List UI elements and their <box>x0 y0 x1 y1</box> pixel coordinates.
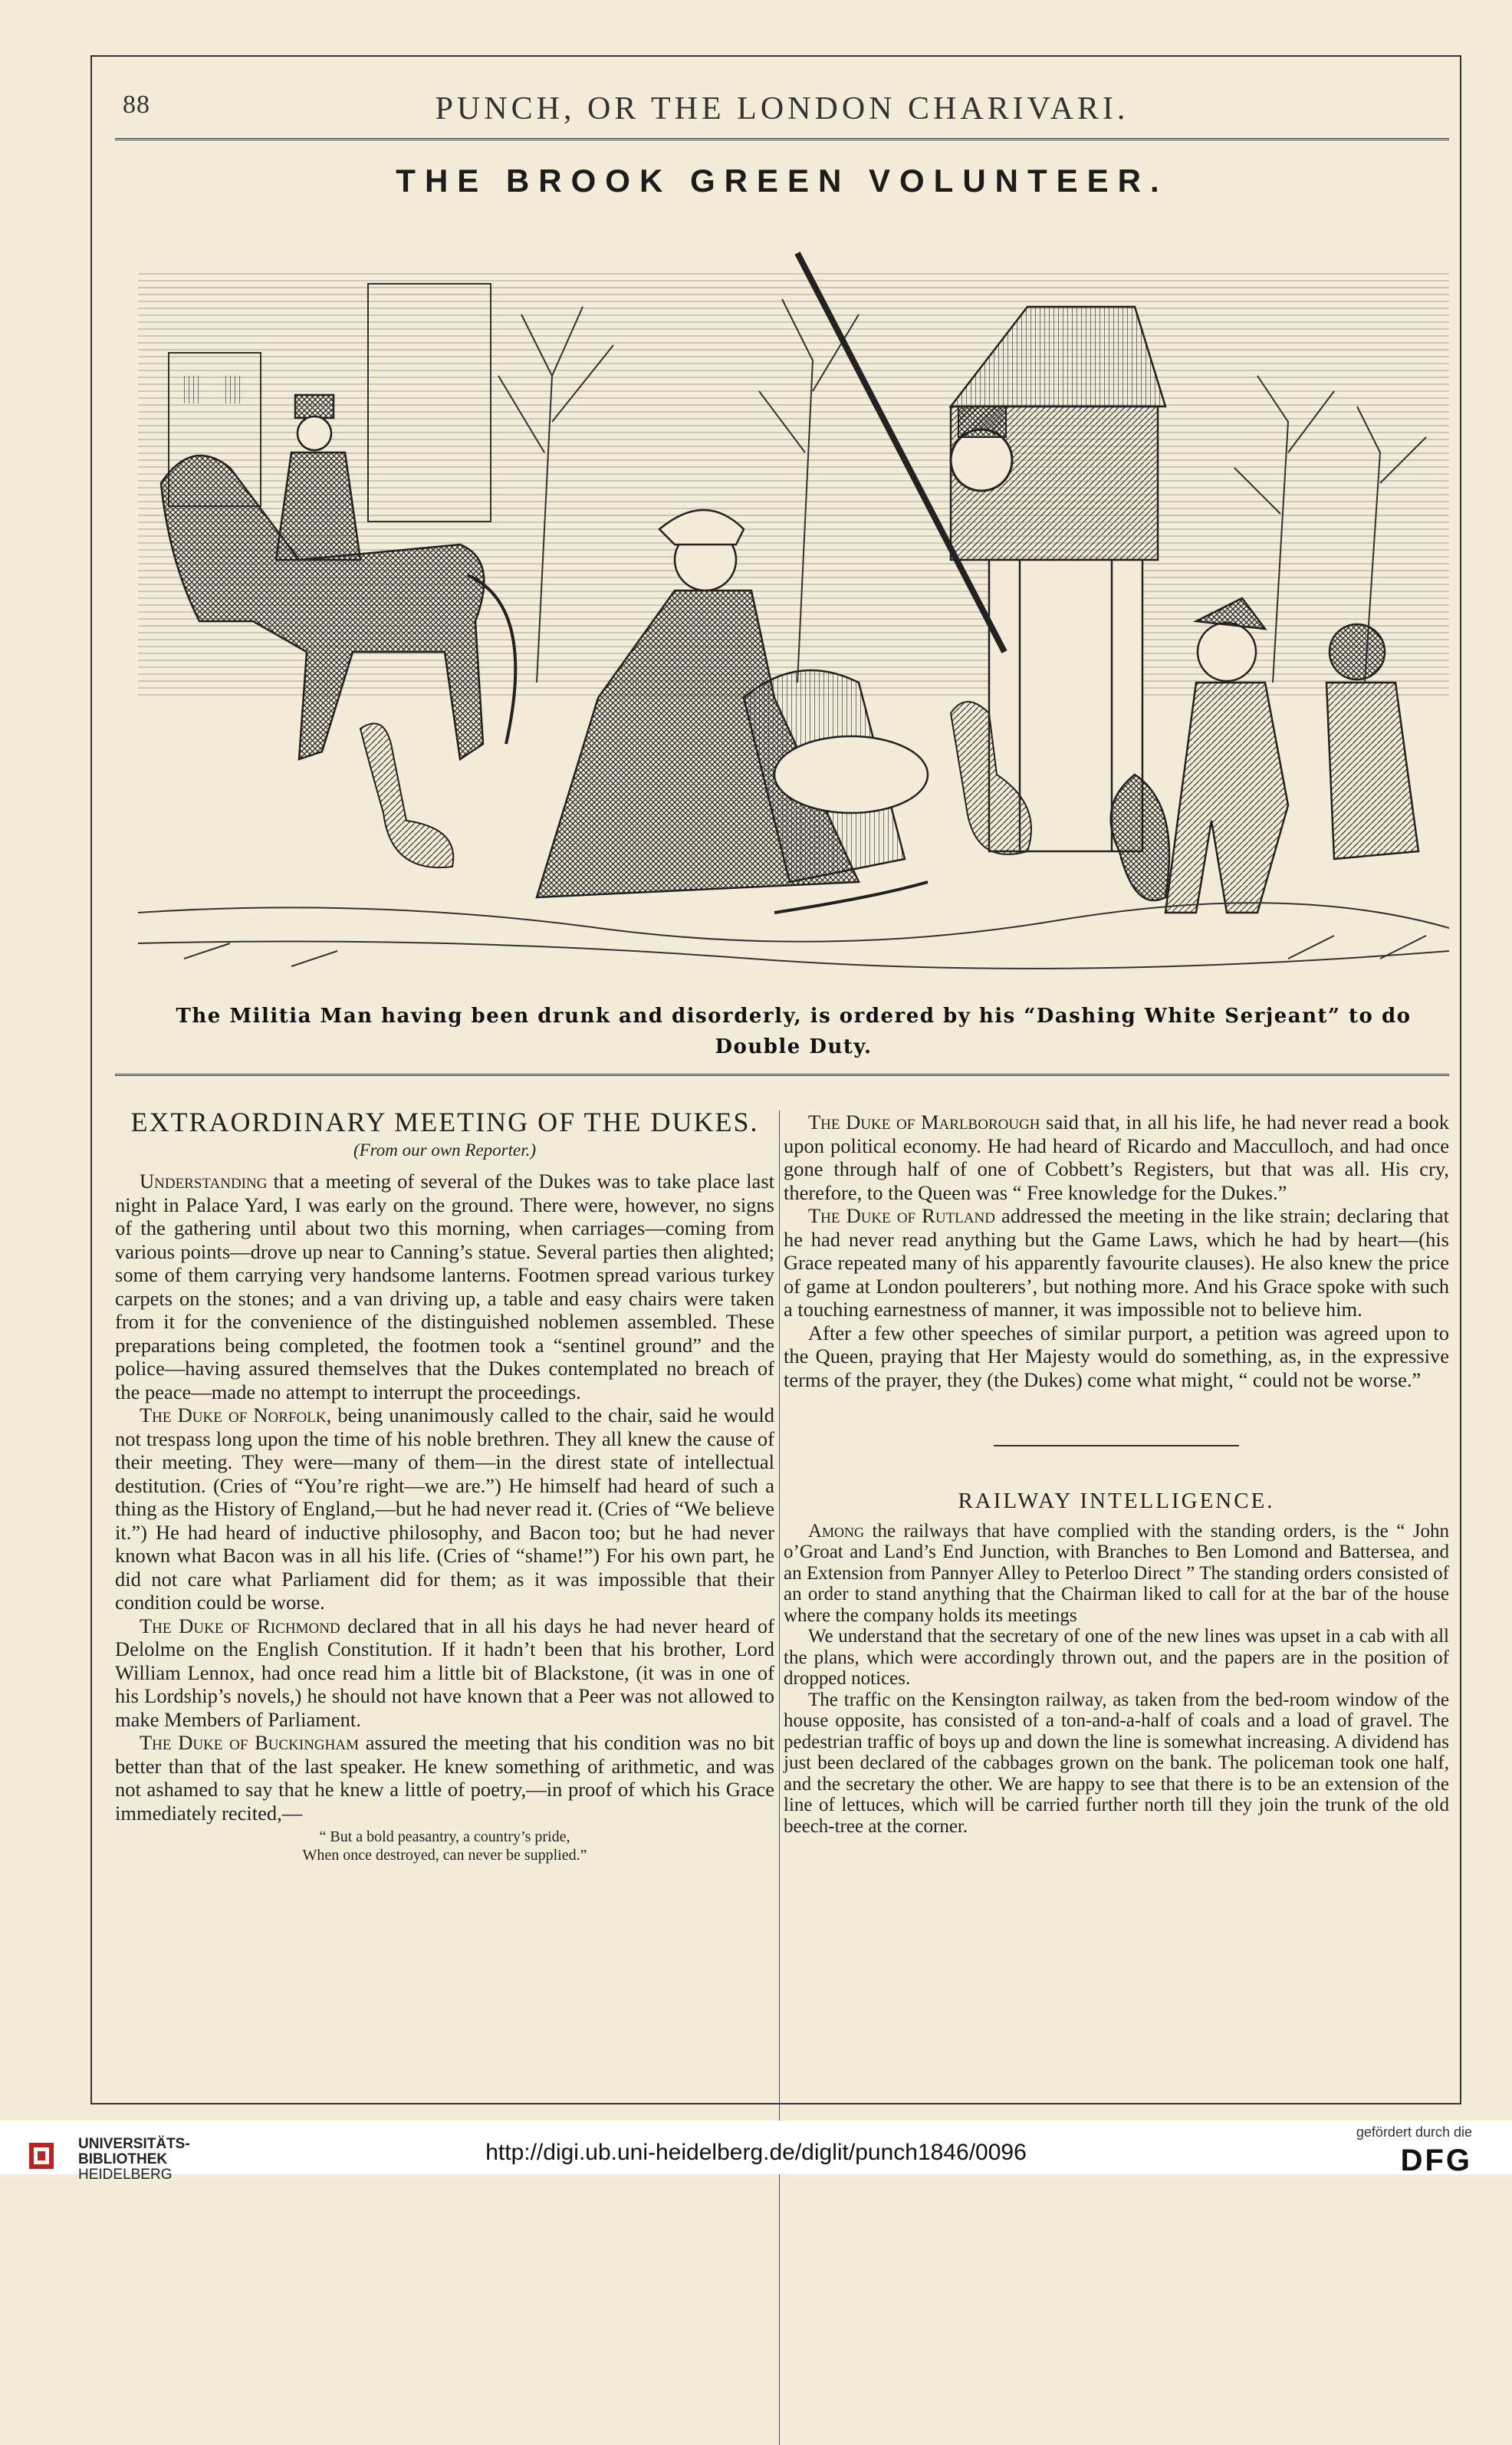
article-headline-dukes: EXTRAORDINARY MEETING OF THE DUKES. <box>130 1107 759 1137</box>
paragraph-text: addressed the meeting in the like strain; declaring that he had never read anything but the Game Laws, which he had by heart—(his Grace repeated many of his apparently favourite clauses). He also knew the price of game at London poulterers’, but nothing more. And his Grace spoke with such a touching earnestness of manner, it was impossible not to believe him. <box>784 1204 1449 1321</box>
cartoon-caption: The Militia Man having been drunk and disorderly, is ordered by his “Dashing White Serjeant” to do Double Duty. <box>176 1005 1412 1058</box>
page-header <box>123 90 1441 137</box>
lead-in: The Duke of Buckingham <box>140 1731 359 1754</box>
lead-in: The Duke of Richmond <box>140 1614 340 1637</box>
railway-article <box>784 1521 1449 1838</box>
source-url-link[interactable]: http://digi.ub.uni-heidelberg.de/diglit/punch1846/0096 <box>485 2140 1027 2165</box>
paragraph-text: the railways that have complied with the standing orders, is the “ John o’Groat and Land’s End Junction, with Branches to Ben Lomond and Battersea, and an Extension from Pannyer Alley to Peterloo Direct ” The standing orders consisted of an order to stand anything that the Chairman liked to call for at the bar of the house where the company holds its meetings <box>784 1520 1449 1626</box>
paragraph: The traffic on the Kensington railway, as taken from the bed-room window of the house opposite, has consisted of a ton-and-a-half of coals and a load of gravel. The pedestrian traffic of boys up and down the line is somewhat increasing. A dividend has just been declared of the cabbages grown on the bank. The policeman took one half, and the secretary the other. We are happy to see that there is to be an extension of the line of lettuces, which will be carried further north till they join the trunk of the old beech-tree at the corner. <box>784 1689 1449 1837</box>
library-name-line: BIBLIOTHEK <box>78 2151 168 2167</box>
verse-line: When once destroyed, can never be supplied.” <box>302 1847 587 1864</box>
paragraph <box>784 1204 1449 1321</box>
divider-rule <box>994 1445 1239 1446</box>
paragraph <box>115 1403 774 1614</box>
lead-in: The Duke of Marlborough <box>808 1111 1040 1134</box>
paragraph-text: assured the meeting that his condition was no bit better than that of the last speaker. He knew something of arithmetic, and was not ashamed to say that he knew a little of poetry,—in proof of which his Grace immediately recited,— <box>115 1731 774 1825</box>
paragraph-text: that a meeting of several of the Dukes was to take place last night in Palace Yard, I was early on the ground. There were, however, no signs of the gathering until about two this morning, when carriages—coming from various points—drove up near to Canning’s statue. Several parties then alighted; some of them carrying very handsome lanterns. Footmen spread various turkey carpets on the stones; and a van driving up, a table and easy chairs were taken from it for the convenience of the distinguished noblemen assembled. These preparations being completed, the footmen took a “sentinel ground” and the police—having assured themselves that the Dukes contemplated no breach of the peace—made no attempt to interrupt the proceedings. <box>115 1170 774 1403</box>
column-divider <box>779 1111 780 2445</box>
paragraph <box>115 1170 774 1403</box>
dfg-logo[interactable]: DFG <box>1400 2144 1472 2177</box>
lead-in: The Duke of Rutland <box>808 1204 995 1227</box>
verse-quote <box>115 1828 774 1864</box>
library-name-line: HEIDELBERG <box>78 2167 173 2183</box>
header-rule <box>115 138 1449 140</box>
lead-in: The Duke of Norfolk <box>140 1403 327 1427</box>
paragraph <box>784 1521 1449 1627</box>
verse-line: “ But a bold peasantry, a country’s pride, <box>319 1828 570 1845</box>
paragraph-text: declared that in all his days he had never heard of Delolme on the English Constitution. If it hadn’t been that his brother, Lord William Lennox, had once read him a little bit of Blackstone, (it was in one of his Lordship’s novels,) he should not have known that a Peer was not allowed to make Members of Parliament. <box>115 1614 774 1731</box>
left-column <box>115 1107 775 1864</box>
paragraph <box>115 1614 774 1732</box>
paragraph-text: said that, in all his life, he had never read a book upon political economy. He had heard of Ricardo and Macculloch, and had once gone through half of one of Cobbett’s Registers, but that was all. His cry, therefore, to the Queen was “ Free knowledge for the Dukes.” <box>784 1111 1449 1204</box>
lead-in: Among <box>808 1520 865 1542</box>
right-column <box>784 1111 1449 1837</box>
funded-by-label: gefördert durch die <box>1356 2124 1472 2140</box>
library-name-line: UNIVERSITÄTS- <box>78 2136 190 2152</box>
paragraph: After a few other speeches of similar purport, a petition was agreed upon to the Queen, praying that Her Majesty would do something, as, in the expressive terms of the prayer, they (the Dukes) come what might, “ could not be worse.” <box>784 1321 1449 1391</box>
page-number: 88 <box>123 90 150 119</box>
article-headline-railway: RAILWAY INTELLIGENCE. <box>958 1489 1275 1513</box>
cartoon-illustration <box>138 222 1449 980</box>
masthead: PUNCH, OR THE LONDON CHARIVARI. <box>435 91 1129 127</box>
cartoon-title: THE BROOK GREEN VOLUNTEER. <box>396 163 1169 199</box>
lead-in: Understanding <box>140 1170 268 1193</box>
paragraph <box>115 1731 774 1825</box>
paragraph <box>784 1111 1449 1204</box>
paragraph-text: , being unanimously called to the chair, said he would not trespass long upon the time of his noble brethren. They all knew the cause of their meeting. They were—many of them—in the direst state of intellectual destitution. (Cries of “You’re right—we are.”) He himself had heard of such a thing as the History of England,—but he had never read it. (Cries of “We believe it.”) He had heard of inductive philosophy, and Bacon too; but he had never known what Bacon was in all his life. (Cries of “shame!”) For his own part, he did not care what Parliament did for them; as it was impossible that their condition could be worse. <box>115 1403 775 1614</box>
section-rule <box>115 1074 1449 1076</box>
article-byline: (From our own Reporter.) <box>353 1140 537 1160</box>
paragraph: We understand that the secretary of one of the new lines was upset in a cab with all the plans, which were accordingly thrown out, and the papers are in the position of dropped notices. <box>784 1626 1449 1689</box>
